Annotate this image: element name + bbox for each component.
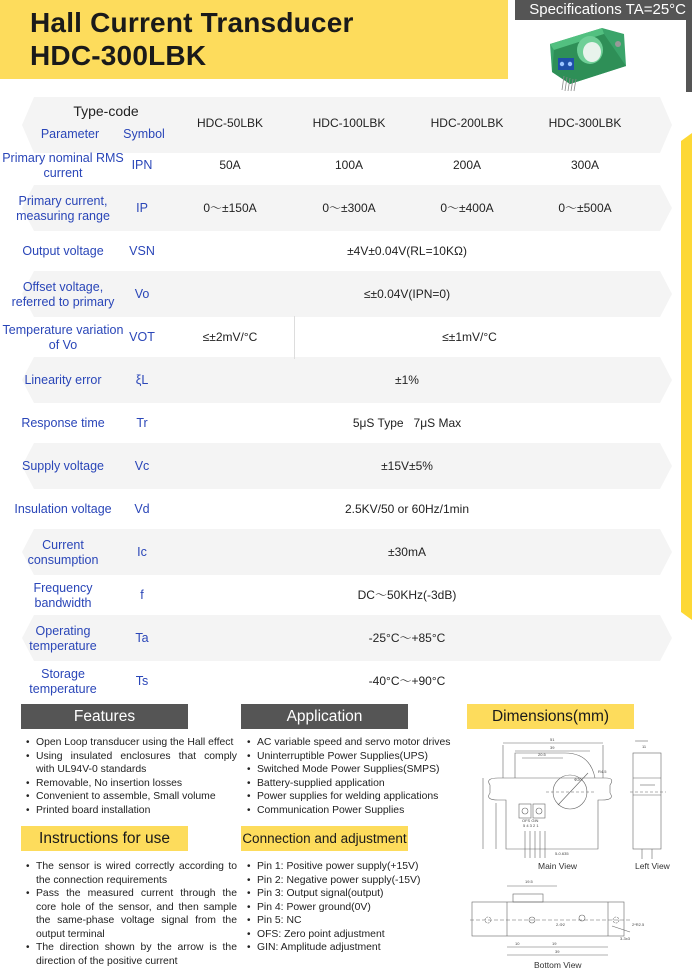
list-item: • Pass the measured current through the core hole of the sensor, and then sample the same-phase voltage signal from the output terminal [24,887,237,941]
param-symbol: IP [136,201,148,215]
bottom-view-dimension-labels [515,879,645,954]
application-list [245,736,460,817]
table-row-vsn [0,230,680,273]
model-header: HDC-50LBK [196,116,264,130]
side-accent-bar [681,133,692,620]
param-symbol: Vo [134,287,150,301]
list-item: • GIN: Amplitude adjustment [245,941,460,955]
param-name: Response time [21,416,105,430]
instructions-heading: Instructions for use [21,826,188,851]
dim-label: 19 [552,941,557,946]
param-name: Linearity error [24,373,102,387]
list-item: • Pin 4: Power ground(0V) [245,901,460,915]
list-item: • Switched Mode Power Supplies(SMPS) [245,763,460,777]
page-title [30,6,354,72]
list-item: • Pin 2: Negative power supply(-15V) [245,874,460,888]
dim-label: 20.5 [538,752,546,757]
application-heading: Application [241,704,408,729]
table-row-tr [0,402,680,445]
table-row-ipn [0,144,680,187]
param-symbol: Ta [135,631,149,645]
value-cell: -25°C～+85°C [368,631,446,645]
param-symbol: IPN [131,158,153,172]
value-cell: ≤±1mV/°C [442,330,497,344]
param-symbol: ξL [135,373,149,387]
dim-label: 39 [555,949,560,954]
value-cell: -40°C～+90°C [368,674,446,688]
param-name: Insulation voltage [14,502,112,516]
bottom-view-drawing [470,886,630,955]
dim-label: 5-0.635 [555,851,569,856]
dim-label: 19.5 [525,879,533,884]
product-body [550,28,626,91]
list-item: • Battery-supplied application [245,777,460,791]
value-cell: ≤±0.04V(IPN=0) [363,287,451,301]
dim-label: R4.5 [598,769,607,774]
table-row-vd [0,488,680,531]
dim-label: 2*R2.5 [632,922,645,927]
param-symbol: Vc [134,459,150,473]
list-item: • Open Loop transducer using the Hall effect [24,736,237,750]
param-name: Primary current, measuring range [16,193,110,223]
model-header: HDC-200LBK [430,116,504,130]
dim-label: 3-3x3 [620,936,631,941]
param-name: Current consumption [27,537,99,567]
table-row-f [0,574,680,617]
dim-label: 5 4 3 2 1 [523,823,539,828]
value-cell: 2.5KV/50 or 60Hz/1min [344,502,470,516]
param-name: Offset voltage, referred to primary [11,279,115,309]
param-symbol: Tr [136,416,148,430]
dim-label: 10 [515,941,520,946]
value-cell: ≤±2mV/°C [202,330,258,344]
value-cell: 0～±500A [558,201,612,215]
param-symbol: Vd [134,502,150,516]
list-item: • Communication Power Supplies [245,804,460,818]
value-cell: ±1% [395,373,419,387]
param-symbol: f [140,588,144,602]
param-name: Primary nominal RMS current [2,150,124,180]
value-cell: ±4V±0.04V(RL=10KΩ) [347,244,467,258]
param-name: Operating temperature [29,623,97,653]
param-name: Frequency bandwidth [33,580,93,610]
dimensions-heading: Dimensions(mm) [467,704,634,729]
dimension-drawing-main-left [470,733,685,871]
product-photo [540,22,632,92]
value-cell: 100A [334,158,364,172]
list-item: • Uninterruptible Power Supplies(UPS) [245,750,460,764]
connection-heading: Connection and adjustment [241,826,408,851]
table-row-ip [0,187,680,230]
value-cell: 0～±300A [322,201,376,215]
param-name: Output voltage [22,244,104,258]
value-cell: ±30mA [388,545,426,559]
features-heading: Features [21,704,188,729]
list-item: • Power supplies for welding applications [245,790,460,804]
dim-label: 11 [642,744,647,749]
left-view-label: Left View [635,861,670,871]
list-item: • AC variable speed and servo motor drives [245,736,460,750]
parameter-header: Parameter [40,127,100,141]
connection-list [245,860,460,955]
table-row-ts [0,660,680,703]
list-item: • Pin 5: NC [245,914,460,928]
param-name: Supply voltage [21,459,104,473]
model-header: HDC-100LBK [312,116,386,130]
value-cell: 300A [570,158,600,172]
dimension-drawing-bottom [470,872,685,976]
table-row-vot [0,316,680,359]
title-line-2: HDC-300LBK [30,40,207,71]
value-cell: 0～±400A [440,201,494,215]
list-item: • Using insulated enclosures that comply with UL94V-0 standards [24,750,237,777]
model-header: HDC-300LBK [548,116,622,130]
value-cell: 5μS Type 7μS Max [352,416,462,430]
specifications-tag: Specifications TA=25°C [515,0,692,20]
param-symbol: Ic [137,545,147,559]
value-cell: 200A [452,158,482,172]
type-code-header: Type-code [73,103,139,119]
list-item: • OFS: Zero point adjustment [245,928,460,942]
list-item: • Convenient to assemble, Small volume [24,790,237,804]
table-row-linearity [0,359,680,402]
bottom-view-label: Bottom View [534,960,582,970]
list-item: • Pin 3: Output signal(output) [245,887,460,901]
param-symbol: Ts [135,674,149,688]
header-side-strip [686,20,692,92]
param-symbol: VSN [129,244,155,258]
dim-label: 51 [550,737,555,742]
list-item: • The direction shown by the arrow is the direction of the positive current [24,941,237,968]
dim-label: 39 [550,745,555,750]
dim-label: OFS GIN [522,818,539,823]
dim-label: Φ20 [574,777,582,782]
param-name: Storage temperature [29,666,97,696]
list-item: • Printed board installation [24,804,237,818]
list-item: • The sensor is wired correctly according to the connection requirements [24,860,237,887]
features-list [24,736,237,817]
main-view-dimension-labels [522,737,647,856]
param-symbol: VOT [129,330,155,344]
value-cell: 50A [219,158,241,172]
dim-label: 2-Φ2 [556,922,565,927]
main-view-drawing [483,741,666,859]
list-item: • Pin 1: Positive power supply(+15V) [245,860,460,874]
value-cell: DC～50KHz(-3dB) [357,588,457,602]
param-name: Temperature variation of Vo [2,322,124,352]
table-row-vc [0,445,680,488]
list-item: • Removable, No insertion losses [24,777,237,791]
title-line-1: Hall Current Transducer [30,7,354,38]
table-row-ic [0,531,680,574]
instructions-list [24,860,237,968]
main-view-label: Main View [538,861,578,871]
value-cell: ±15V±5% [381,459,433,473]
symbol-header: Symbol [123,127,165,141]
value-cell: 0～±150A [203,201,257,215]
table-row-ta [0,617,680,660]
table-row-vo [0,273,680,316]
